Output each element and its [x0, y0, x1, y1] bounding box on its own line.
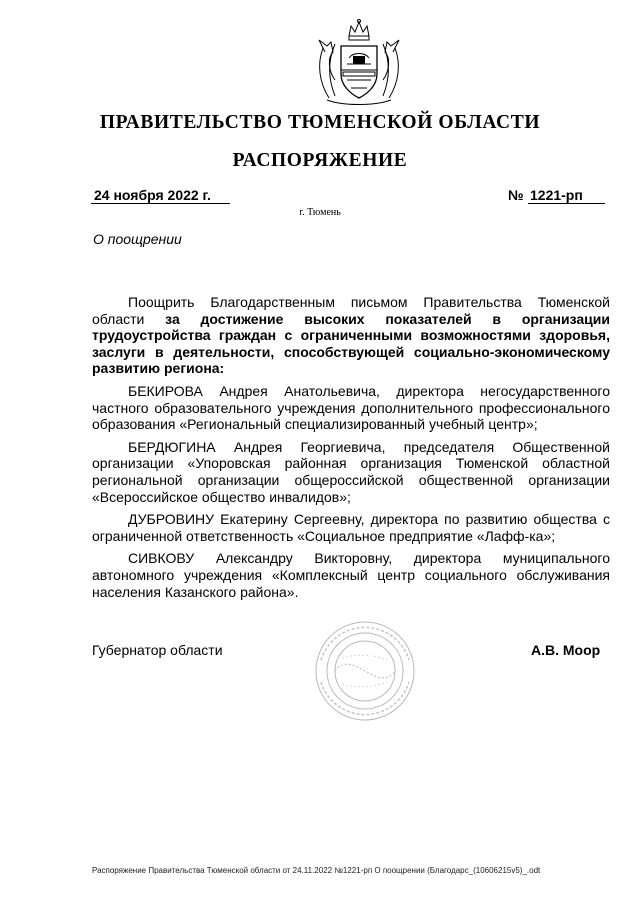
organization-title: ПРАВИТЕЛЬСТВО ТЮМЕНСКОЙ ОБЛАСТИ: [99, 112, 541, 133]
document-footer: Распоряжение Правительства Тюменской области от 24.11.2022 №1221-рп О поощрении (Благодарс_(10606215v5)_.odt: [92, 866, 541, 875]
document-subject: О поощрении: [93, 231, 182, 247]
intro-plain-text: Поощрить Благодарственным письмом Правительства Тюменской области: [92, 294, 610, 327]
awardee-paragraph: БЕКИРОВА Андрея Анатольевича, директора негосударственного частного образовательного учреждения дополнительного профессионального образования «Региональный специализированный учебный центр»;: [92, 382, 610, 433]
signature-seal-stamp: [313, 620, 417, 722]
city: г. Тюмень: [299, 207, 341, 218]
coat-of-arms-emblem: [313, 18, 405, 106]
intro-paragraph: [92, 294, 610, 377]
document-body: [92, 294, 610, 606]
awardee-paragraph: СИВКОВУ Александру Викторовну, директора муниципального автономного учреждения «Комплексный центр социального обслуживания населения Казанского района».: [92, 550, 610, 600]
signatory-name: А.В. Моор: [531, 642, 601, 658]
number-sign: №: [508, 187, 524, 203]
document-date: 24 ноября 2022 г.: [94, 187, 211, 203]
awardee-paragraph: БЕРДЮГИНА Андрея Георгиевича, председателя Общественной организации «Упоровская районная организация Тюменской областной региональной организации общероссийской общественной организации «Всероссийское общество инвалидов»;: [92, 438, 610, 505]
awardee-paragraph: ДУБРОВИНУ Екатерину Сергеевну, директора по развитию общества с ограниченной ответственность «Социальное предприятие «Лафф-ка»;: [92, 511, 610, 544]
number-underline: [528, 203, 605, 204]
date-underline: [91, 203, 230, 204]
document-type: РАСПОРЯЖЕНИЕ: [232, 150, 408, 171]
intro-bold-text: за достижение высоких показателей в организации трудоустройства граждан с ограниченными возможностями здоровья, заслуги в деятельности, способствующей социально-экономическому развитию региона:: [92, 310, 610, 377]
signatory-title: Губернатор области: [92, 642, 223, 658]
document-number: 1221-рп: [530, 187, 583, 203]
